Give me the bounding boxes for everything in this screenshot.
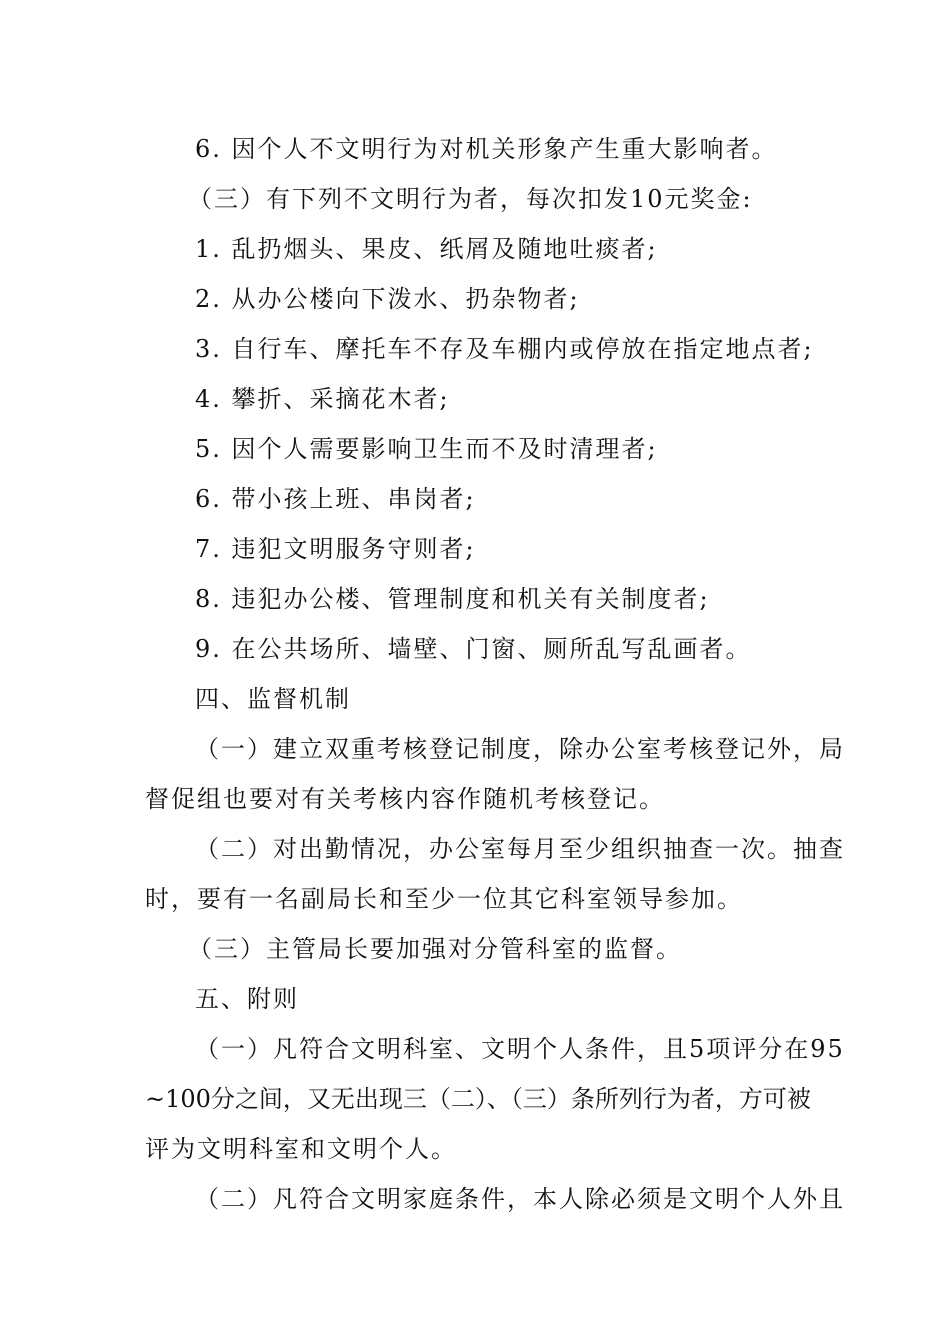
text-line-item-5: 5. 因个人需要影响卫生而不及时清理者;	[195, 435, 658, 463]
text-line-supervision-1a: （一）建立双重考核登记制度，除办公室考核登记外，局	[195, 735, 845, 763]
text-line-item-6: 6. 带小孩上班、串岗者;	[195, 485, 476, 513]
section-heading-supervision: 四、监督机制	[195, 685, 351, 713]
text-line-item-2: 2. 从办公楼向下泼水、扔杂物者;	[195, 285, 580, 313]
text-line-item-7: 7. 违犯文明服务守则者;	[195, 535, 476, 563]
text-line-appendix-2a: （二）凡符合文明家庭条件，本人除必须是文明个人外且	[195, 1185, 845, 1213]
text-line-appendix-1a: （一）凡符合文明科室、文明个人条件，且5项评分在95	[195, 1035, 845, 1063]
text-line-supervision-2b: 时，要有一名副局长和至少一位其它科室领导参加。	[145, 885, 743, 913]
section-heading-appendix: 五、附则	[195, 985, 299, 1013]
text-line-section-3-heading: （三）有下列不文明行为者，每次扣发10元奖金:	[188, 185, 753, 213]
text-line-appendix-1b: ~100分之间，又无出现三（二）、（三）条所列行为者，方可被	[145, 1085, 811, 1113]
text-line-supervision-3: （三）主管局长要加强对分管科室的监督。	[188, 935, 682, 963]
text-line-item-1: 1. 乱扔烟头、果皮、纸屑及随地吐痰者;	[195, 235, 658, 263]
text-line-item-9: 9. 在公共场所、墙壁、门窗、厕所乱写乱画者。	[195, 635, 752, 663]
text-line-item-6-image: 6. 因个人不文明行为对机关形象产生重大影响者。	[195, 135, 778, 163]
text-line-item-4: 4. 攀折、采摘花木者;	[195, 385, 450, 413]
text-line-supervision-1b: 督促组也要对有关考核内容作随机考核登记。	[145, 785, 665, 813]
text-line-item-8: 8. 违犯办公楼、管理制度和机关有关制度者;	[195, 585, 710, 613]
text-line-item-3: 3. 自行车、摩托车不存及车棚内或停放在指定地点者;	[195, 335, 814, 363]
text-line-appendix-1c: 评为文明科室和文明个人。	[145, 1135, 457, 1163]
text-line-supervision-2a: （二）对出勤情况，办公室每月至少组织抽查一次。抽查	[195, 835, 845, 863]
